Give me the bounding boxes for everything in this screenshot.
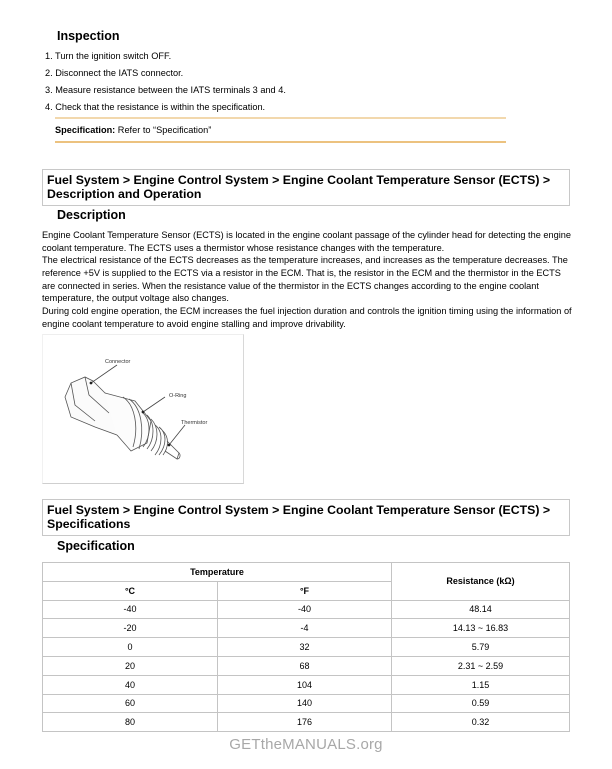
- table-row: [43, 619, 570, 638]
- specification-heading: Specification: [57, 539, 135, 553]
- inspection-step: 4. Check that the resistance is within the specification.: [45, 102, 266, 112]
- resistance-spec-table: [42, 562, 570, 732]
- description-paragraph: The electrical resistance of the ECTS decreases as the temperature increases, and increases as the temperature decreases. The reference +5V is supplied to the ECTS via a resistor in the ECM. That is, the resistor in the ECM and the thermistor in the ECTS are connected in series. When the resistance value of the thermistor in the ECTS changes according to the engine coolant temperature, the output voltage also changes.: [42, 255, 568, 304]
- resistance-cell: 0.32: [392, 713, 570, 732]
- breadcrumb-line: Specifications: [47, 516, 131, 531]
- celsius-cell: 60: [43, 694, 218, 713]
- inspection-step: 2. Disconnect the IATS connector.: [45, 68, 184, 78]
- celsius-cell: 20: [43, 656, 218, 675]
- ects-sensor-illustration: [43, 335, 245, 485]
- table-row: [43, 675, 570, 694]
- resistance-cell: 0.59: [392, 694, 570, 713]
- breadcrumb-description: [42, 169, 570, 206]
- breadcrumb-line: Fuel System > Engine Control System > Engine Coolant Temperature Sensor (ECTS) >: [47, 503, 551, 517]
- resistance-cell: 1.15: [392, 675, 570, 694]
- inspection-heading: Inspection: [57, 29, 120, 43]
- resistance-cell: 5.79: [392, 638, 570, 657]
- fahrenheit-cell: -40: [218, 600, 392, 619]
- watermark-prefix: GET: [229, 736, 261, 753]
- table-row: [43, 638, 570, 657]
- fahrenheit-cell: 176: [218, 713, 392, 732]
- celsius-cell: -40: [43, 600, 218, 619]
- spec-note-label: Specification:: [55, 125, 116, 135]
- resistance-cell: 14.13 ~ 16.83: [392, 619, 570, 638]
- table-row: [43, 713, 570, 732]
- celsius-header: °C: [43, 581, 218, 600]
- resistance-header: Resistance (kΩ): [392, 563, 570, 601]
- watermark-suffix: MANUALS.org: [282, 736, 383, 753]
- description-paragraph: During cold engine operation, the ECM increases the fuel injection duration and controls the ignition timing using the information of engine coolant temperature to avoid engine stalling and improve drivability.: [42, 306, 572, 329]
- resistance-cell: 2.31 ~ 2.59: [392, 656, 570, 675]
- description-paragraph: Engine Coolant Temperature Sensor (ECTS) is located in the engine coolant passage of the cylinder head for detecting the engine coolant temperature. The ECTS uses a thermistor whose resistance changes with the temperature.: [42, 230, 571, 253]
- breadcrumb-specifications: [42, 499, 570, 536]
- connector-label: Connector: [105, 359, 131, 365]
- celsius-cell: 80: [43, 713, 218, 732]
- fahrenheit-cell: 32: [218, 638, 392, 657]
- celsius-cell: 40: [43, 675, 218, 694]
- fahrenheit-cell: -4: [218, 619, 392, 638]
- table-row: [43, 656, 570, 675]
- inspection-steps: [45, 48, 286, 116]
- fahrenheit-cell: 104: [218, 675, 392, 694]
- o-ring-label: O-Ring: [169, 393, 187, 399]
- thermistor-label: Thermistor: [181, 420, 208, 426]
- inspection-step: 3. Measure resistance between the IATS terminals 3 and 4.: [45, 85, 286, 95]
- ects-diagram: [42, 334, 244, 484]
- fahrenheit-header: °F: [218, 581, 392, 600]
- fahrenheit-cell: 140: [218, 694, 392, 713]
- watermark-mid: the: [260, 736, 283, 753]
- watermark: [0, 736, 612, 753]
- fahrenheit-cell: 68: [218, 656, 392, 675]
- inspection-step: 1. Turn the ignition switch OFF.: [45, 51, 172, 61]
- resistance-cell: 48.14: [392, 600, 570, 619]
- table-row: [43, 600, 570, 619]
- celsius-cell: -20: [43, 619, 218, 638]
- temperature-header: Temperature: [43, 563, 392, 582]
- breadcrumb-line: Description and Operation: [47, 186, 202, 201]
- specification-note: [55, 117, 506, 143]
- breadcrumb-line: Fuel System > Engine Control System > Engine Coolant Temperature Sensor (ECTS) >: [47, 173, 551, 187]
- description-heading: Description: [57, 208, 126, 222]
- celsius-cell: 0: [43, 638, 218, 657]
- spec-note-text: Refer to “Specification”: [115, 125, 212, 135]
- table-row: [43, 694, 570, 713]
